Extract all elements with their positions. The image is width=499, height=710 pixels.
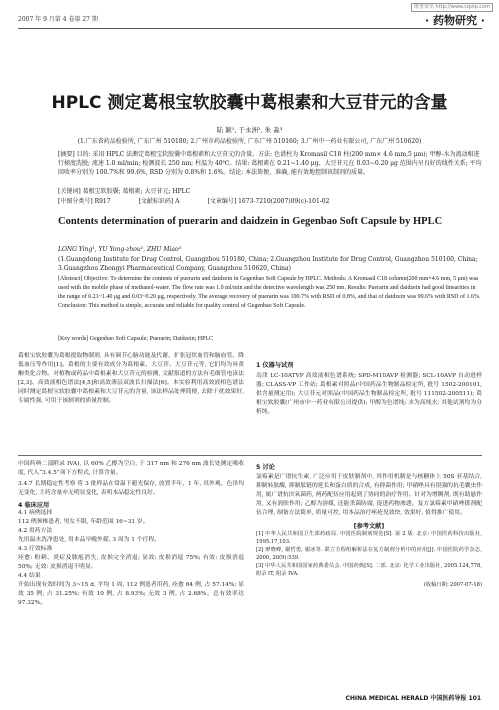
section-1-title: 1 仪器与试剂 [256, 362, 294, 369]
subsection-4-3: 4.3 疗效标准 [18, 546, 53, 552]
english-abstract: [Abstract] Objective: To determine the contents of puerarin and daidzein in Gegenbao Soft Capsule by HPLC. Methods: A Kromasil C18 column(200 mm×4.6 mm, 5 μm) was used with the mobile phase of methanol-water. The flow rate was 1.0 ml/min and the detective wavelength was 250 nm. Results: Puerarin and daidzein had good linearities in the range of 0.21~1.40 μg and 0.03~0.20 μg, respectively. The average recovery of puerarin was 100.7% with RSD of 0.8%, and that of daidzein was 99.6% with RSD of 1.6%. Conclusion: This method is simple, accurate and reliable for quality control of Gegenbao Soft Capsule. [58, 276, 481, 309]
section-5-text: 氯霉素是广谱抗生素, 广泛应用于皮肤制剂中, 其作用机制是与核糖体上 50S 亚基结合, 抑制转肽酶, 抑制肽链的延长和蛋白质的合成, 有抑菌作用; 甲硝唑具有很强的抗毛囊虫作用, 属广谱抗厌氧菌药, 两药配伍应用起到了协同的治疗作用。针对为增稠剂, 既有助悬作用, 又有润肤作用; 乙醇为溶媒, 还能杀菌防腐, 促进药物渗透。复方氯霉素甲硝唑搽剂配伍合理, 制备方法简单, 质量可控, 用本品治疗痤疮见效快, 效果好, 值得推广使用。 [256, 474, 482, 516]
section-1-text: 岛津 LC-10ATVP 高效液相色谱系统; SPD-M10AVP 检测器; SCL-10AVP 自动进样器; CLASS-VP 工作站; 葛根素对照品(中国药品生物制品检定所, 批号 1502-200101, 供含量测定用); 大豆苷元对照品(中国药品生物制品检定所, 批号 111502-200511); 葛根宝软胶囊(广州市中一药业有限公司提供); 甲醇为色谱纯; 水为高纯水; 其他试剂均为分析纯。 [256, 373, 482, 415]
page-footer: CHINA MEDICAL HERALD 中国医药导报 101 [345, 695, 481, 702]
issue-header: 2007 年 9 月第 4 卷第 27 期 [18, 16, 98, 23]
section-header: · 药物研究 · [424, 14, 485, 27]
watermark: 维普资讯 http://www.cqvip.com [411, 3, 493, 12]
subsection-4-2: 4.2 用药方法 [18, 528, 53, 534]
class-number: [中图分类号] R917 [58, 198, 111, 205]
section-5-title: 5 讨论 [256, 464, 275, 471]
subsection-4-4-text: 开始出现有效时间为 3~15 d, 平均 1 周, 112 例患者用药, 痊愈 64 例, 占 57.14%; 显效 35 例, 占 31.25%; 有效 10 例, 占 8.93%; 无效 3 例, 占 2.68%。总有效率达 97.32%。 [18, 582, 244, 606]
section-4-title: 4 临床应用 [18, 502, 50, 509]
english-title: Contents determination of puerarin and daidzein in Gegenbao Soft Capsule by HPLC [58, 216, 443, 227]
received-date: (收稿日期: 2007-07-18) [423, 582, 482, 588]
english-authors: LONG Ying¹, YU Yong-zhou², ZHU Miao³ [58, 246, 182, 253]
subsection-4-4: 4.4 结果 [18, 573, 41, 579]
reference-item: [3] 中华人民共和国国家药典委员会. 中国药典[S]. 二部. 北京: 化学工业出版社, 2005.124,778, 附录 IT, 附录 IVA. [256, 563, 482, 577]
subsection-4-3-text: 痊愈: 粉刺、炎症及脓疱消失, 皮损完全消退; 显效: 皮损消退 75%; 有效: 皮损消退 50%; 无效: 皮损消退不明显。 [18, 555, 244, 570]
left-paragraph: 中国药典二部附录 IVA), 以 60% 乙醇为空白, 于 317 nm 和 276 nm 波长处测定吸收度, 代入“3.4.5”项下方程式, 计算含量。 [18, 461, 244, 476]
affiliation: (1.广东省药品检验所, 广东广州 510180; 2.广州市药品检验所, 广东广州 510160; 3.广州中一药业有限公司, 广东广州 510620) [77, 138, 422, 145]
english-keywords: [Key words] Gegenbao Soft Capsule; Puerarin; Daidzein; HPLC [58, 336, 214, 342]
doc-code: [文献标识码] A [138, 198, 180, 205]
references-title: [参考文献] [353, 523, 385, 530]
subsection-4-1: 4.1 病例选择 [18, 510, 53, 516]
subsection-4-2-text: 先用温水洗净患处, 用本品早晚外搽, 3 周为 1 个疗程。 [18, 537, 161, 543]
keywords-cn: [关键词] 葛根宝软胶囊; 葛根素; 大豆苷元; HPLC [58, 188, 191, 195]
authors: 陆 颖¹, 于永洲², 朱 淼³ [216, 126, 283, 134]
right-column [256, 462, 482, 590]
left-column [18, 460, 244, 608]
header-rule [18, 28, 482, 29]
reference-item: [2] 廖晓峰, 谢哲勇, 谢冰等. 联立方程组解析法在复方制剂分析中的应用[J]. 中国医院药学杂志, 2000, 20(9):539. [256, 547, 482, 561]
english-affiliation: (1.Guangdong Institute for Drug Control, Guangzhou 510180, China; 2.Guangzhou Institute for Drug Control, Guangzhou 510160, China; 3.Guangzhou Zhongyi Pharmaceutical Company, Guangzhou 510620, China) [58, 256, 478, 272]
intro-paragraph: 葛根宝软胶囊为葛根提取物制剂, 具有调节心脑功能及代谢、扩张冠状血管和脑血管、降低血压等作用[1]。葛根的主要有效成分为葛根素、大豆苷、大豆苷元等, 它们均为异黄酮类化合物。对植物或药品中葛根素和大豆苷元的检测, 文献报道的方法有毛细管电泳法[2,3]、高效液相色谱法[4,5]和高效薄层双波长扫描法[6]。本实验利用高效液相色谱法同时测定葛根宝软胶囊中葛根素和大豆苷元的含量, 该法样品处理简便, 去除干扰效果好, 专属性强, 可用于该制剂的质量控制。 [18, 353, 244, 404]
stability-paragraph: 3.4.7 长期稳定性考察 将 3 批样品在常温下避光保存, 放置半年、1 年, 其外观、色泽均无变化, 主药含量亦无明显变化, 表明本品稳定性良好。 [18, 481, 244, 496]
section-1 [256, 360, 482, 417]
abstract-cn: [摘要] 目的: 采用 HPLC 法测定葛根宝软胶囊中葛根素和大豆苷元的含量。方法: 色谱柱为 Kromasil C18 柱(200 mm× 4.6 mm,5 μm); 甲醇-水为流动相进行梯度洗脱; 流速 1.0 ml/min; 检测波长 250 nm; 柱温为 40℃。结果: 葛根素在 0.21~1.40 μg、大豆苷元在 0.03~0.20 μg 范围内呈良好的线性关系; 平均回收率分别为 100.7%和 99.6%, RSD 分别为 0.8%和 1.6%。结论: 本法简便、准确, 能有效地控制该制剂的质量。 [58, 151, 482, 176]
article-number: [文章编号] 1673-7210(2007)09(c)-101-02 [207, 198, 330, 205]
section-divider [18, 455, 482, 456]
reference-item: [1] 中华人民共和国卫生部药政局. 中国医院制剂规范[S]. 第 2 版. 北京: 中国医药科技出版社, 1995.17,103. [256, 531, 482, 545]
classification-row [58, 197, 482, 206]
article-title: HPLC 测定葛根宝软胶囊中葛根素和大豆苷元的含量 [51, 93, 448, 113]
subsection-4-1-text: 112 例颈椎患者, 男女不限, 年龄范围 16~31 岁。 [18, 519, 149, 525]
